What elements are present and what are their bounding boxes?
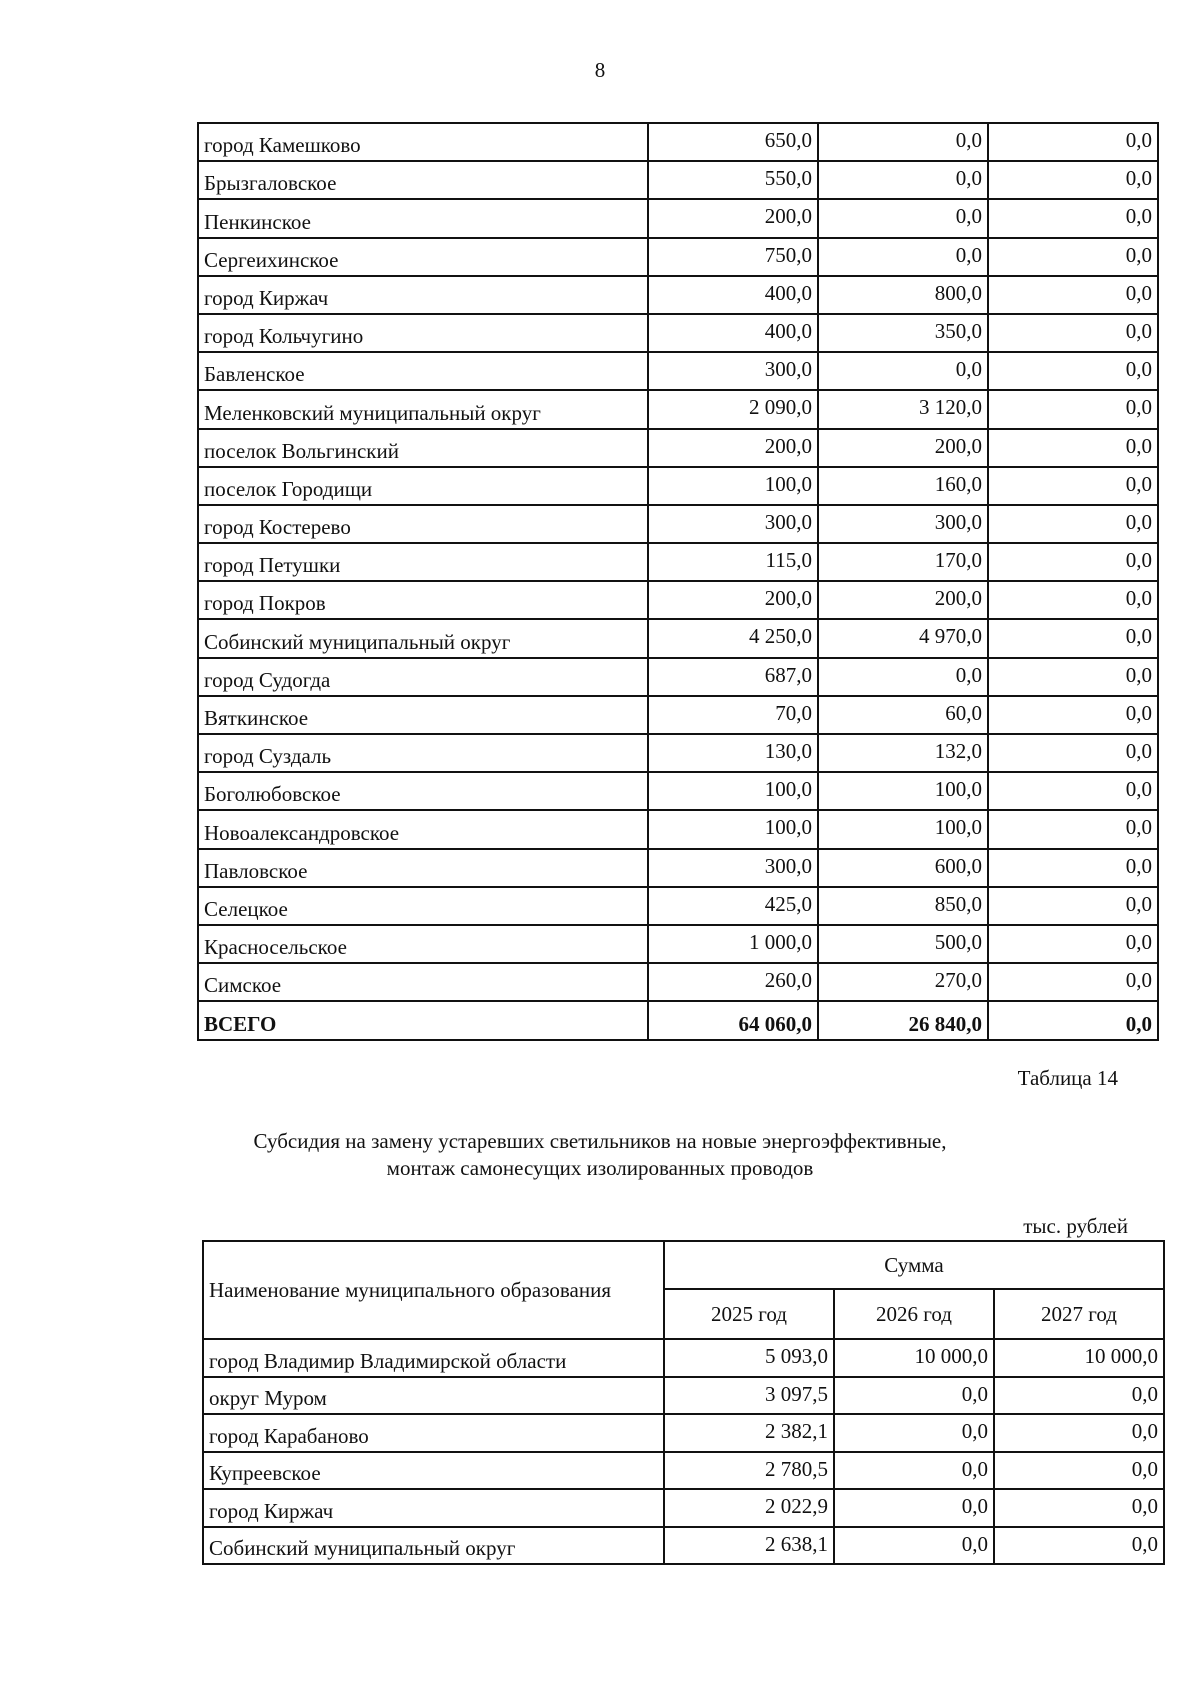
municipality-name: Павловское <box>198 849 648 887</box>
value-2026: 0,0 <box>834 1414 994 1452</box>
header-municipality: Наименование муниципального образования <box>203 1241 664 1339</box>
value-2025: 687,0 <box>648 658 818 696</box>
table-row <box>203 1452 1164 1490</box>
value-2025: 2 382,1 <box>664 1414 834 1452</box>
municipality-name: город Петушки <box>198 543 648 581</box>
value-2025: 300,0 <box>648 849 818 887</box>
table-row <box>203 1339 1164 1377</box>
value-2026: 132,0 <box>818 734 988 772</box>
value-2027: 0,0 <box>988 543 1158 581</box>
value-2027: 0,0 <box>988 505 1158 543</box>
table-row <box>198 772 1158 810</box>
municipality-name: город Карабаново <box>203 1414 664 1452</box>
municipality-name: поселок Городищи <box>198 467 648 505</box>
municipality-name: город Камешково <box>198 123 648 161</box>
value-2027: 0,0 <box>988 199 1158 237</box>
value-2027: 0,0 <box>988 467 1158 505</box>
value-2025: 200,0 <box>648 581 818 619</box>
value-2026: 0,0 <box>818 123 988 161</box>
table-row <box>198 581 1158 619</box>
value-2027: 0,0 <box>988 963 1158 1001</box>
table-row <box>198 314 1158 352</box>
value-2027: 0,0 <box>994 1414 1164 1452</box>
municipality-name: город Владимир Владимирской области <box>203 1339 664 1377</box>
value-2026: 3 120,0 <box>818 390 988 428</box>
municipality-name: Пенкинское <box>198 199 648 237</box>
value-2026: 0,0 <box>834 1527 994 1565</box>
table-row <box>198 543 1158 581</box>
value-2026: 800,0 <box>818 276 988 314</box>
table-row <box>198 505 1158 543</box>
table-row <box>198 925 1158 963</box>
value-2026: 270,0 <box>818 963 988 1001</box>
value-2026: 4 970,0 <box>818 619 988 657</box>
municipality-name: город Киржач <box>198 276 648 314</box>
value-2025: 1 000,0 <box>648 925 818 963</box>
value-2026: 0,0 <box>834 1452 994 1490</box>
value-2026: 0,0 <box>818 658 988 696</box>
value-2026: 850,0 <box>818 887 988 925</box>
table-row <box>203 1377 1164 1415</box>
table-14-body <box>203 1339 1164 1564</box>
municipality-name: поселок Вольгинский <box>198 429 648 467</box>
municipality-name: город Судогда <box>198 658 648 696</box>
municipality-name: Новоалександровское <box>198 810 648 848</box>
caption-line-1: Субсидия на замену устаревших светильников на новые энергоэффективные, <box>253 1129 947 1153</box>
value-2027: 0,0 <box>994 1377 1164 1415</box>
municipality-name: Собинский муниципальный округ <box>198 619 648 657</box>
value-2027: 0,0 <box>988 696 1158 734</box>
total-2025: 64 060,0 <box>648 1001 818 1039</box>
table-row <box>203 1489 1164 1527</box>
value-2026: 0,0 <box>818 352 988 390</box>
value-2025: 260,0 <box>648 963 818 1001</box>
municipality-name: город Суздаль <box>198 734 648 772</box>
value-2027: 0,0 <box>994 1489 1164 1527</box>
value-2027: 0,0 <box>988 581 1158 619</box>
value-2027: 0,0 <box>988 390 1158 428</box>
value-2025: 4 250,0 <box>648 619 818 657</box>
municipality-name: Вяткинское <box>198 696 648 734</box>
value-2025: 200,0 <box>648 199 818 237</box>
value-2025: 100,0 <box>648 772 818 810</box>
value-2027: 0,0 <box>988 619 1158 657</box>
unit-label: тыс. рублей <box>1023 1214 1128 1238</box>
value-2026: 170,0 <box>818 543 988 581</box>
table-14-label: Таблица 14 <box>1017 1066 1118 1090</box>
table-row <box>198 467 1158 505</box>
value-2026: 500,0 <box>818 925 988 963</box>
caption-line-2: монтаж самонесущих изолированных проводов <box>386 1156 814 1180</box>
table-row <box>198 161 1158 199</box>
value-2027: 0,0 <box>988 734 1158 772</box>
table-14 <box>202 1240 1165 1565</box>
table-13-body <box>198 123 1158 1040</box>
value-2025: 650,0 <box>648 123 818 161</box>
table-14-caption <box>180 1128 1020 1182</box>
municipality-name: город Костерево <box>198 505 648 543</box>
total-label: ВСЕГО <box>198 1001 648 1039</box>
value-2025: 425,0 <box>648 887 818 925</box>
table-row <box>203 1527 1164 1565</box>
municipality-name: Красносельское <box>198 925 648 963</box>
table-row <box>198 734 1158 772</box>
value-2026: 60,0 <box>818 696 988 734</box>
table-row <box>198 238 1158 276</box>
value-2027: 0,0 <box>988 810 1158 848</box>
municipality-name: Бавленское <box>198 352 648 390</box>
value-2027: 0,0 <box>988 925 1158 963</box>
total-row <box>198 1001 1158 1039</box>
value-2027: 0,0 <box>994 1527 1164 1565</box>
value-2026: 10 000,0 <box>834 1339 994 1377</box>
value-2025: 100,0 <box>648 810 818 848</box>
table-row <box>198 199 1158 237</box>
table-row <box>198 390 1158 428</box>
table-row <box>198 696 1158 734</box>
value-2027: 0,0 <box>988 849 1158 887</box>
municipality-name: Боголюбовское <box>198 772 648 810</box>
municipality-name: Купреевское <box>203 1452 664 1490</box>
value-2027: 0,0 <box>988 161 1158 199</box>
total-2027: 0,0 <box>988 1001 1158 1039</box>
table-row <box>198 123 1158 161</box>
value-2025: 400,0 <box>648 276 818 314</box>
header-sum: Сумма <box>664 1241 1164 1289</box>
value-2027: 0,0 <box>994 1452 1164 1490</box>
table-row <box>198 429 1158 467</box>
page-number: 8 <box>594 58 606 82</box>
value-2027: 0,0 <box>988 429 1158 467</box>
value-2027: 0,0 <box>988 238 1158 276</box>
value-2026: 0,0 <box>818 161 988 199</box>
table-row <box>198 963 1158 1001</box>
municipality-name: Селецкое <box>198 887 648 925</box>
table-row <box>198 658 1158 696</box>
value-2026: 0,0 <box>834 1377 994 1415</box>
table-row <box>198 849 1158 887</box>
municipality-name: город Покров <box>198 581 648 619</box>
total-2026: 26 840,0 <box>818 1001 988 1039</box>
header-year-2027: 2027 год <box>994 1289 1164 1339</box>
value-2025: 200,0 <box>648 429 818 467</box>
value-2025: 130,0 <box>648 734 818 772</box>
value-2025: 750,0 <box>648 238 818 276</box>
value-2025: 550,0 <box>648 161 818 199</box>
value-2026: 100,0 <box>818 772 988 810</box>
value-2026: 350,0 <box>818 314 988 352</box>
table-row <box>198 352 1158 390</box>
value-2026: 160,0 <box>818 467 988 505</box>
table-row <box>198 887 1158 925</box>
value-2026: 0,0 <box>834 1489 994 1527</box>
value-2027: 0,0 <box>988 276 1158 314</box>
value-2026: 200,0 <box>818 429 988 467</box>
municipality-name: Сергеихинское <box>198 238 648 276</box>
table-row <box>198 276 1158 314</box>
value-2025: 2 638,1 <box>664 1527 834 1565</box>
header-year-2026: 2026 год <box>834 1289 994 1339</box>
municipality-name: Меленковский муниципальный округ <box>198 390 648 428</box>
value-2027: 0,0 <box>988 352 1158 390</box>
value-2025: 3 097,5 <box>664 1377 834 1415</box>
value-2025: 2 022,9 <box>664 1489 834 1527</box>
value-2025: 115,0 <box>648 543 818 581</box>
value-2026: 100,0 <box>818 810 988 848</box>
value-2025: 100,0 <box>648 467 818 505</box>
value-2025: 2 780,5 <box>664 1452 834 1490</box>
municipality-name: город Киржач <box>203 1489 664 1527</box>
value-2026: 300,0 <box>818 505 988 543</box>
value-2025: 300,0 <box>648 352 818 390</box>
value-2026: 0,0 <box>818 238 988 276</box>
value-2027: 0,0 <box>988 887 1158 925</box>
value-2027: 0,0 <box>988 123 1158 161</box>
value-2026: 200,0 <box>818 581 988 619</box>
value-2027: 0,0 <box>988 314 1158 352</box>
table-13-continued <box>197 122 1159 1041</box>
table-row <box>198 619 1158 657</box>
value-2025: 300,0 <box>648 505 818 543</box>
table-row <box>198 810 1158 848</box>
value-2025: 5 093,0 <box>664 1339 834 1377</box>
value-2026: 0,0 <box>818 199 988 237</box>
municipality-name: Брызгаловское <box>198 161 648 199</box>
value-2026: 600,0 <box>818 849 988 887</box>
municipality-name: Симское <box>198 963 648 1001</box>
municipality-name: Собинский муниципальный округ <box>203 1527 664 1565</box>
value-2025: 400,0 <box>648 314 818 352</box>
value-2027: 0,0 <box>988 772 1158 810</box>
table-row <box>203 1414 1164 1452</box>
header-year-2025: 2025 год <box>664 1289 834 1339</box>
value-2027: 0,0 <box>988 658 1158 696</box>
value-2025: 2 090,0 <box>648 390 818 428</box>
value-2025: 70,0 <box>648 696 818 734</box>
value-2027: 10 000,0 <box>994 1339 1164 1377</box>
municipality-name: город Кольчугино <box>198 314 648 352</box>
municipality-name: округ Муром <box>203 1377 664 1415</box>
